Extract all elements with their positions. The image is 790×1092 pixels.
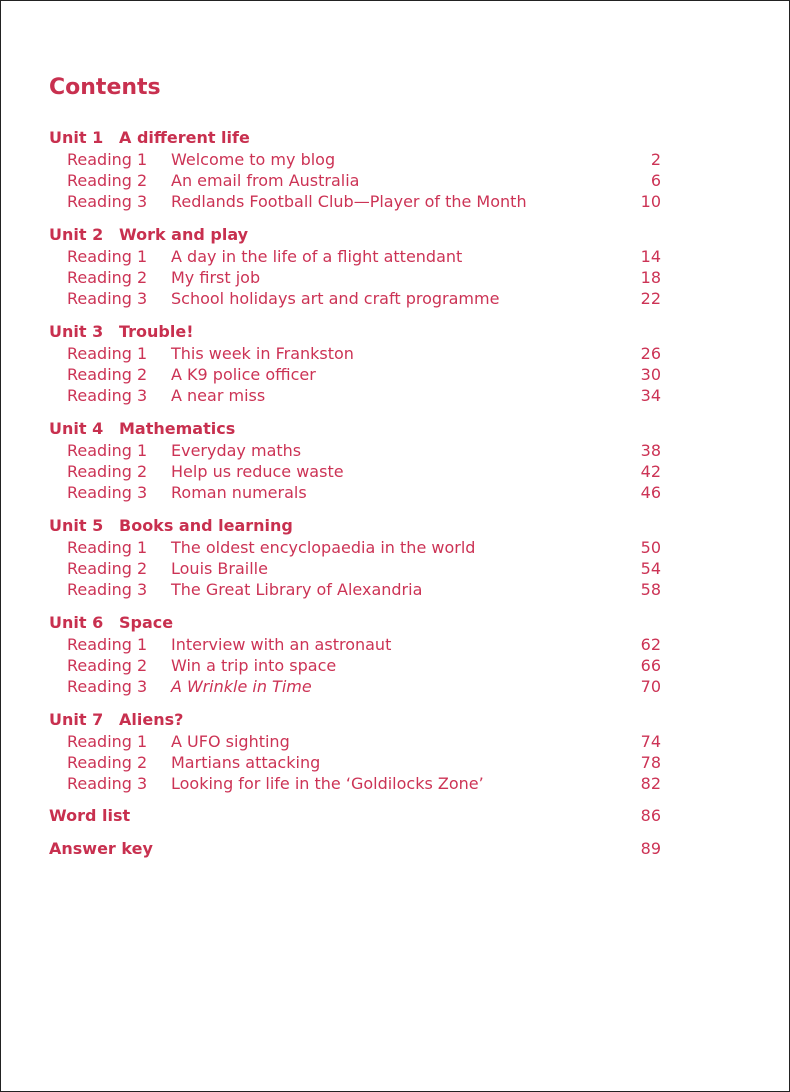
reading-title: The oldest encyclopaedia in the world	[171, 538, 476, 557]
reading-label: Reading 1	[67, 150, 148, 169]
toc-entry	[49, 246, 661, 267]
toc-entry	[49, 267, 661, 288]
reading-label: Reading 3	[67, 774, 148, 793]
reading-title: Win a trip into space	[171, 656, 337, 675]
reading-label: Reading 1	[67, 538, 148, 557]
toc-entry	[49, 655, 661, 676]
unit-number: Unit 1	[49, 128, 104, 147]
toc-entry	[49, 288, 661, 309]
toc-entry	[49, 385, 661, 406]
reading-title: A Wrinkle in Time	[171, 677, 312, 696]
toc-entry	[49, 579, 661, 600]
page-number: 78	[640, 753, 661, 772]
reading-title: Help us reduce waste	[171, 462, 344, 481]
page-number: 50	[640, 538, 661, 557]
unit-number: Unit 2	[49, 225, 104, 244]
unit-number: Unit 7	[49, 710, 104, 729]
toc-unit	[49, 611, 661, 697]
unit-name: Books and learning	[119, 516, 293, 535]
toc-entry	[49, 149, 661, 170]
reading-label: Reading 3	[67, 192, 148, 211]
reading-title: This week in Frankston	[171, 344, 354, 363]
reading-title: A day in the life of a flight attendant	[171, 247, 463, 266]
toc-entry	[49, 440, 661, 461]
reading-label: Reading 1	[67, 247, 148, 266]
toc-entry	[49, 343, 661, 364]
toc-unit	[49, 708, 661, 794]
unit-number: Unit 4	[49, 419, 104, 438]
reading-title: School holidays art and craft programme	[171, 289, 500, 308]
unit-number: Unit 3	[49, 322, 104, 341]
reading-label: Reading 2	[67, 753, 148, 772]
toc-entry	[49, 537, 661, 558]
toc-unit	[49, 126, 661, 212]
reading-label: Reading 2	[67, 365, 148, 384]
unit-name: Work and play	[119, 225, 249, 244]
reading-label: Reading 1	[67, 344, 148, 363]
page-number: 70	[640, 677, 661, 696]
page-title: Contents	[49, 75, 161, 100]
page-number: 2	[650, 150, 661, 169]
toc-entry	[49, 731, 661, 752]
unit-heading	[49, 611, 661, 634]
reading-label: Reading 3	[67, 580, 148, 599]
unit-heading	[49, 514, 661, 537]
reading-title: Looking for life in the ‘Goldilocks Zone’	[171, 774, 484, 793]
reading-title: Interview with an astronaut	[171, 635, 392, 654]
unit-number: Unit 5	[49, 516, 104, 535]
unit-heading	[49, 126, 661, 149]
toc-entry	[49, 773, 661, 794]
unit-heading	[49, 708, 661, 731]
toc-entry	[49, 558, 661, 579]
page-number: 82	[640, 774, 661, 793]
page-number: 22	[640, 289, 661, 308]
reading-label: Reading 2	[67, 268, 148, 287]
page-number: 46	[640, 483, 661, 502]
reading-label: Reading 2	[67, 559, 148, 578]
page-number: 34	[640, 386, 661, 405]
toc-unit	[49, 417, 661, 503]
toc-extra-entry	[49, 838, 661, 860]
toc-entry	[49, 364, 661, 385]
toc-unit	[49, 320, 661, 406]
reading-label: Reading 1	[67, 732, 148, 751]
reading-title: Louis Braille	[171, 559, 268, 578]
unit-heading	[49, 417, 661, 440]
reading-label: Reading 3	[67, 386, 148, 405]
reading-title: My first job	[171, 268, 261, 287]
page-number: 18	[640, 268, 661, 287]
toc-unit	[49, 514, 661, 600]
reading-title: Everyday maths	[171, 441, 302, 460]
page-number: 30	[640, 365, 661, 384]
toc-entry	[49, 634, 661, 655]
reading-title: An email from Australia	[171, 171, 360, 190]
page-number: 54	[640, 559, 661, 578]
page-number: 38	[640, 441, 661, 460]
reading-label: Reading 2	[67, 462, 148, 481]
reading-label: Reading 1	[67, 635, 148, 654]
unit-heading	[49, 320, 661, 343]
reading-label: Reading 2	[67, 656, 148, 675]
extra-title: Word list	[49, 806, 131, 825]
page-number: 66	[640, 656, 661, 675]
reading-label: Reading 2	[67, 171, 148, 190]
reading-title: A UFO sighting	[171, 732, 290, 751]
page-number: 89	[640, 839, 661, 858]
reading-label: Reading 3	[67, 483, 148, 502]
toc-unit	[49, 223, 661, 309]
unit-number: Unit 6	[49, 613, 104, 632]
unit-heading	[49, 223, 661, 246]
reading-label: Reading 1	[67, 441, 148, 460]
reading-title: Redlands Football Club—Player of the Month	[171, 192, 527, 211]
reading-title: The Great Library of Alexandria	[171, 580, 423, 599]
page-number: 42	[640, 462, 661, 481]
page-number: 6	[650, 171, 661, 190]
toc-entry	[49, 170, 661, 191]
reading-label: Reading 3	[67, 677, 148, 696]
unit-name: Mathematics	[119, 419, 236, 438]
reading-title: A near miss	[171, 386, 266, 405]
reading-label: Reading 3	[67, 289, 148, 308]
toc-entry	[49, 482, 661, 503]
reading-title: A K9 police officer	[171, 365, 316, 384]
unit-name: A different life	[119, 128, 250, 147]
toc-entry	[49, 461, 661, 482]
page-number: 14	[640, 247, 661, 266]
reading-title: Roman numerals	[171, 483, 307, 502]
toc-entry	[49, 676, 661, 697]
page-number: 86	[640, 806, 661, 825]
page-number: 58	[640, 580, 661, 599]
reading-title: Welcome to my blog	[171, 150, 336, 169]
table-of-contents	[49, 126, 661, 871]
reading-title: Martians attacking	[171, 753, 321, 772]
page-number: 26	[640, 344, 661, 363]
page-number: 62	[640, 635, 661, 654]
unit-name: Space	[119, 613, 174, 632]
toc-entry	[49, 752, 661, 773]
unit-name: Aliens?	[119, 710, 184, 729]
unit-name: Trouble!	[119, 322, 194, 341]
page-number: 10	[640, 192, 661, 211]
toc-entry	[49, 191, 661, 212]
page-number: 74	[640, 732, 661, 751]
toc-extra-entry	[49, 805, 661, 827]
extra-title: Answer key	[49, 839, 153, 858]
